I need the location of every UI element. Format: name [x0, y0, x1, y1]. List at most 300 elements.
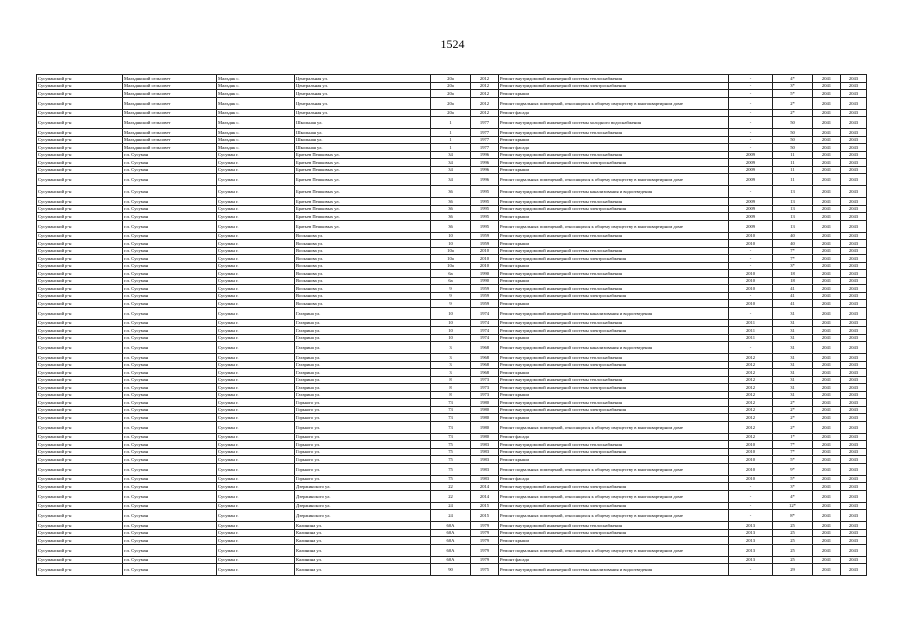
cell-street: Горького ул. [295, 441, 431, 449]
cell-work-type: Ремонт внутридомовой инженерной системы теплоснабжения [499, 354, 729, 362]
cell-plan-end-year: 2043 [841, 255, 867, 263]
cell-district: Сусуманский р-н [37, 406, 123, 414]
cell-settlement: г.п. Сусуман [123, 354, 217, 362]
cell-wear-percent: 25 [773, 522, 813, 530]
cell-last-repair-year: 2009 [729, 159, 773, 167]
cell-plan-start-year: 2041 [813, 456, 841, 464]
cell-house-number: 10а [431, 255, 471, 263]
cell-district: Сусуманский р-н [37, 361, 123, 369]
cell-street: Братьев Пешковых ул. [295, 220, 431, 232]
cell-wear-percent: 31 [773, 361, 813, 369]
cell-work-type: Ремонт внутридомовой инженерной системы электроснабжения [499, 483, 729, 491]
cell-district: Сусуманский р-н [37, 292, 123, 300]
cell-house-number: 90 [431, 564, 471, 576]
cell-plan-start-year: 2041 [813, 285, 841, 293]
cell-plan-start-year: 2041 [813, 82, 841, 90]
cell-house-number: 75 [431, 475, 471, 483]
table-row [37, 544, 867, 556]
cell-locality: Сусуман г. [217, 270, 295, 278]
cell-work-type: Ремонт крыши [499, 136, 729, 144]
table-row [37, 186, 867, 198]
cell-locality: Мальдяк с. [217, 136, 295, 144]
cell-district: Сусуманский р-н [37, 151, 123, 159]
cell-house-number: 10а [431, 247, 471, 255]
cell-plan-end-year: 2043 [841, 109, 867, 117]
cell-wear-percent: 5* [773, 90, 813, 98]
table-row [37, 82, 867, 90]
table-row [37, 270, 867, 278]
cell-street: Школьная ул. [295, 144, 431, 152]
cell-house-number: 34 [431, 174, 471, 186]
cell-settlement: г.п. Сусуман [123, 292, 217, 300]
cell-last-repair-year: 2012 [729, 433, 773, 441]
table-row [37, 151, 867, 159]
cell-last-repair-year: 2012 [729, 361, 773, 369]
cell-street: Центральная ул. [295, 90, 431, 98]
cell-year-built: 1983 [471, 475, 499, 483]
cell-plan-start-year: 2041 [813, 406, 841, 414]
cell-locality: Сусуман г. [217, 421, 295, 433]
cell-year-built: 1995 [471, 205, 499, 213]
cell-locality: Сусуман г. [217, 174, 295, 186]
cell-settlement: г.п. Сусуман [123, 166, 217, 174]
cell-district: Сусуманский р-н [37, 564, 123, 576]
table-row [37, 537, 867, 545]
cell-work-type: Ремонт внутридомовой инженерной системы электроснабжения [499, 361, 729, 369]
cell-wear-percent: 18 [773, 277, 813, 285]
cell-plan-end-year: 2043 [841, 270, 867, 278]
cell-year-built: 1968 [471, 369, 499, 377]
cell-plan-end-year: 2043 [841, 414, 867, 422]
table-row [37, 247, 867, 255]
table-row [37, 369, 867, 377]
cell-district: Сусуманский р-н [37, 319, 123, 327]
cell-settlement: г.п. Сусуман [123, 159, 217, 167]
cell-wear-percent: 3* [773, 262, 813, 270]
cell-last-repair-year: 2009 [729, 198, 773, 206]
cell-locality: Сусуман г. [217, 342, 295, 354]
cell-plan-end-year: 2043 [841, 82, 867, 90]
cell-district: Сусуманский р-н [37, 456, 123, 464]
cell-house-number: 3 [431, 342, 471, 354]
cell-wear-percent: 11 [773, 166, 813, 174]
cell-work-type: Ремонт крыши [499, 414, 729, 422]
cell-last-repair-year: 2012 [729, 414, 773, 422]
cell-street: Калинина ул. [295, 544, 431, 556]
cell-year-built: 2015 [471, 502, 499, 510]
cell-plan-end-year: 2043 [841, 129, 867, 137]
cell-street: Гагарина ул. [295, 319, 431, 327]
cell-district: Сусуманский р-н [37, 510, 123, 522]
cell-work-type: Ремонт фасада [499, 144, 729, 152]
cell-plan-start-year: 2041 [813, 136, 841, 144]
cell-settlement: г.п. Сусуман [123, 213, 217, 221]
cell-plan-start-year: 2041 [813, 213, 841, 221]
cell-wear-percent: 50 [773, 144, 813, 152]
cell-work-type: Ремонт подвальных помещений, относящихся к общему имуществу в многоквартирном доме [499, 544, 729, 556]
table-row [37, 292, 867, 300]
cell-last-repair-year: 2011 [729, 334, 773, 342]
cell-year-built: 1980 [471, 406, 499, 414]
cell-wear-percent: 25 [773, 556, 813, 564]
cell-house-number: 9 [431, 300, 471, 308]
cell-plan-end-year: 2043 [841, 475, 867, 483]
table-row [37, 483, 867, 491]
cell-work-type: Ремонт подвальных помещений, относящихся к общему имуществу в многоквартирном доме [499, 463, 729, 475]
cell-street: Горького ул. [295, 448, 431, 456]
cell-wear-percent: 13 [773, 186, 813, 198]
cell-locality: Мальдяк с. [217, 109, 295, 117]
table-row [37, 327, 867, 335]
cell-plan-end-year: 2043 [841, 117, 867, 129]
cell-plan-end-year: 2043 [841, 300, 867, 308]
cell-wear-percent: 2* [773, 414, 813, 422]
cell-street: Восканова ул. [295, 285, 431, 293]
cell-settlement: г.п. Сусуман [123, 544, 217, 556]
cell-last-repair-year: - [729, 510, 773, 522]
cell-plan-end-year: 2043 [841, 564, 867, 576]
cell-year-built: 1973 [471, 376, 499, 384]
table-row [37, 502, 867, 510]
table-row [37, 205, 867, 213]
cell-work-type: Ремонт крыши [499, 262, 729, 270]
cell-wear-percent: 4* [773, 490, 813, 502]
cell-settlement: г.п. Сусуман [123, 537, 217, 545]
cell-plan-end-year: 2043 [841, 510, 867, 522]
cell-settlement: г.п. Сусуман [123, 270, 217, 278]
cell-work-type: Ремонт внутридомовой инженерной системы теплоснабжения [499, 285, 729, 293]
cell-plan-end-year: 2043 [841, 391, 867, 399]
table-row [37, 556, 867, 564]
cell-locality: Сусуман г. [217, 240, 295, 248]
cell-plan-end-year: 2043 [841, 136, 867, 144]
cell-street: Братьев Пешковых ул. [295, 186, 431, 198]
cell-street: Восканова ул. [295, 232, 431, 240]
cell-house-number: 36 [431, 220, 471, 232]
table-row [37, 448, 867, 456]
cell-work-type: Ремонт внутридомовой инженерной системы электроснабжения [499, 502, 729, 510]
cell-settlement: г.п. Сусуман [123, 456, 217, 464]
table-row [37, 255, 867, 263]
cell-work-type: Ремонт крыши [499, 537, 729, 545]
cell-plan-end-year: 2043 [841, 483, 867, 491]
cell-wear-percent: 5* [773, 456, 813, 464]
cell-settlement: Мальдякский сельсовет [123, 75, 217, 83]
cell-street: Калинина ул. [295, 537, 431, 545]
cell-settlement: г.п. Сусуман [123, 255, 217, 263]
cell-locality: Сусуман г. [217, 166, 295, 174]
cell-plan-start-year: 2041 [813, 448, 841, 456]
cell-street: Дзержинского ул. [295, 483, 431, 491]
cell-locality: Сусуман г. [217, 376, 295, 384]
cell-work-type: Ремонт внутридомовой инженерной системы канализования и водоотведения [499, 342, 729, 354]
cell-district: Сусуманский р-н [37, 441, 123, 449]
cell-street: Калинина ул. [295, 564, 431, 576]
capital-repair-table [36, 74, 867, 576]
cell-work-type: Ремонт внутридомовой инженерной системы холодного водоснабжения [499, 117, 729, 129]
cell-settlement: г.п. Сусуман [123, 399, 217, 407]
cell-wear-percent: 41 [773, 285, 813, 293]
cell-year-built: 1980 [471, 414, 499, 422]
cell-settlement: г.п. Сусуман [123, 232, 217, 240]
cell-street: Горького ул. [295, 456, 431, 464]
cell-house-number: 60А [431, 537, 471, 545]
cell-wear-percent: 2* [773, 421, 813, 433]
table-row [37, 414, 867, 422]
cell-settlement: г.п. Сусуман [123, 433, 217, 441]
cell-wear-percent: 31 [773, 376, 813, 384]
cell-district: Сусуманский р-н [37, 220, 123, 232]
cell-wear-percent: 9* [773, 463, 813, 475]
cell-work-type: Ремонт фасада [499, 433, 729, 441]
cell-last-repair-year: - [729, 97, 773, 109]
cell-last-repair-year: 2009 [729, 151, 773, 159]
cell-street: Центральная ул. [295, 109, 431, 117]
cell-locality: Сусуман г. [217, 159, 295, 167]
cell-plan-end-year: 2043 [841, 522, 867, 530]
cell-locality: Мальдяк с. [217, 144, 295, 152]
cell-street: Восканова ул. [295, 240, 431, 248]
cell-locality: Сусуман г. [217, 448, 295, 456]
cell-last-repair-year: - [729, 247, 773, 255]
table-row [37, 75, 867, 83]
cell-wear-percent: 31 [773, 307, 813, 319]
cell-plan-end-year: 2043 [841, 151, 867, 159]
cell-house-number: 10 [431, 232, 471, 240]
cell-house-number: 1 [431, 136, 471, 144]
cell-house-number: 3 [431, 354, 471, 362]
cell-house-number: 10 [431, 319, 471, 327]
cell-plan-start-year: 2041 [813, 220, 841, 232]
table-row [37, 90, 867, 98]
cell-work-type: Ремонт внутридомовой инженерной системы теплоснабжения [499, 232, 729, 240]
cell-plan-end-year: 2043 [841, 421, 867, 433]
cell-plan-start-year: 2041 [813, 342, 841, 354]
cell-settlement: Мальдякский сельсовет [123, 117, 217, 129]
cell-year-built: 2010 [471, 255, 499, 263]
cell-wear-percent: 31 [773, 327, 813, 335]
cell-year-built: 2014 [471, 483, 499, 491]
cell-work-type: Ремонт внутридомовой инженерной системы теплоснабжения [499, 151, 729, 159]
cell-last-repair-year: - [729, 82, 773, 90]
cell-plan-end-year: 2043 [841, 166, 867, 174]
cell-work-type: Ремонт внутридомовой инженерной системы теплоснабжения [499, 198, 729, 206]
cell-wear-percent: 29 [773, 564, 813, 576]
cell-house-number: 3 [431, 361, 471, 369]
cell-wear-percent: 7* [773, 247, 813, 255]
cell-district: Сусуманский р-н [37, 421, 123, 433]
cell-year-built: 2012 [471, 82, 499, 90]
cell-street: Калинина ул. [295, 556, 431, 564]
cell-locality: Сусуман г. [217, 456, 295, 464]
cell-settlement: Мальдякский сельсовет [123, 109, 217, 117]
cell-last-repair-year: - [729, 109, 773, 117]
cell-plan-end-year: 2043 [841, 186, 867, 198]
cell-wear-percent: 2* [773, 97, 813, 109]
cell-locality: Сусуман г. [217, 441, 295, 449]
cell-locality: Сусуман г. [217, 247, 295, 255]
cell-house-number: 73 [431, 399, 471, 407]
table-row [37, 174, 867, 186]
cell-plan-start-year: 2041 [813, 399, 841, 407]
cell-district: Сусуманский р-н [37, 82, 123, 90]
cell-year-built: 1977 [471, 136, 499, 144]
cell-year-built: 1995 [471, 213, 499, 221]
cell-district: Сусуманский р-н [37, 433, 123, 441]
cell-locality: Мальдяк с. [217, 82, 295, 90]
cell-district: Сусуманский р-н [37, 463, 123, 475]
cell-year-built: 1973 [471, 391, 499, 399]
cell-plan-start-year: 2041 [813, 391, 841, 399]
cell-plan-start-year: 2041 [813, 376, 841, 384]
cell-settlement: г.п. Сусуман [123, 198, 217, 206]
cell-wear-percent: 40 [773, 232, 813, 240]
table-row [37, 433, 867, 441]
cell-locality: Сусуман г. [217, 292, 295, 300]
cell-plan-start-year: 2041 [813, 354, 841, 362]
cell-work-type: Ремонт внутридомовой инженерной системы канализования и водоотведения [499, 564, 729, 576]
cell-year-built: 1995 [471, 198, 499, 206]
cell-street: Гагарина ул. [295, 384, 431, 392]
cell-house-number: 20а [431, 82, 471, 90]
cell-street: Школьная ул. [295, 129, 431, 137]
cell-wear-percent: 50 [773, 136, 813, 144]
table-row [37, 262, 867, 270]
cell-plan-start-year: 2041 [813, 334, 841, 342]
cell-house-number: 36 [431, 198, 471, 206]
cell-locality: Мальдяк с. [217, 90, 295, 98]
cell-district: Сусуманский р-н [37, 97, 123, 109]
cell-wear-percent: 31 [773, 334, 813, 342]
cell-district: Сусуманский р-н [37, 529, 123, 537]
cell-work-type: Ремонт подвальных помещений, относящихся к общему имуществу в многоквартирном доме [499, 421, 729, 433]
cell-street: Горького ул. [295, 406, 431, 414]
cell-settlement: г.п. Сусуман [123, 406, 217, 414]
cell-work-type: Ремонт крыши [499, 90, 729, 98]
page-number: 1524 [440, 37, 465, 51]
cell-house-number: 73 [431, 421, 471, 433]
cell-district: Сусуманский р-н [37, 186, 123, 198]
table-row [37, 529, 867, 537]
cell-street: Гагарина ул. [295, 376, 431, 384]
cell-last-repair-year: 2010 [729, 277, 773, 285]
cell-house-number: 73 [431, 414, 471, 422]
cell-street: Центральная ул. [295, 97, 431, 109]
cell-street: Школьная ул. [295, 117, 431, 129]
cell-wear-percent: 11 [773, 151, 813, 159]
cell-wear-percent: 50 [773, 117, 813, 129]
cell-work-type: Ремонт внутридомовой инженерной системы канализования и водоотведения [499, 186, 729, 198]
cell-plan-start-year: 2041 [813, 307, 841, 319]
table-row [37, 406, 867, 414]
cell-street: Братьев Пешковых ул. [295, 151, 431, 159]
cell-locality: Сусуман г. [217, 277, 295, 285]
cell-plan-end-year: 2043 [841, 463, 867, 475]
cell-year-built: 1974 [471, 327, 499, 335]
cell-plan-start-year: 2041 [813, 475, 841, 483]
cell-plan-end-year: 2043 [841, 369, 867, 377]
cell-year-built: 1974 [471, 319, 499, 327]
cell-year-built: 1979 [471, 537, 499, 545]
cell-settlement: г.п. Сусуман [123, 247, 217, 255]
cell-street: Калинина ул. [295, 522, 431, 530]
cell-house-number: 24 [431, 510, 471, 522]
cell-last-repair-year: 2009 [729, 220, 773, 232]
cell-locality: Сусуман г. [217, 483, 295, 491]
cell-year-built: 1996 [471, 166, 499, 174]
cell-house-number: 20а [431, 109, 471, 117]
cell-work-type: Ремонт крыши [499, 369, 729, 377]
cell-wear-percent: 31 [773, 369, 813, 377]
cell-plan-end-year: 2043 [841, 213, 867, 221]
cell-locality: Сусуман г. [217, 369, 295, 377]
cell-district: Сусуманский р-н [37, 109, 123, 117]
cell-district: Сусуманский р-н [37, 399, 123, 407]
cell-settlement: г.п. Сусуман [123, 342, 217, 354]
cell-year-built: 1983 [471, 441, 499, 449]
cell-settlement: г.п. Сусуман [123, 490, 217, 502]
cell-work-type: Ремонт подвальных помещений, относящихся к общему имуществу в многоквартирном доме [499, 174, 729, 186]
cell-locality: Сусуман г. [217, 537, 295, 545]
cell-plan-start-year: 2041 [813, 75, 841, 83]
cell-plan-start-year: 2041 [813, 109, 841, 117]
cell-house-number: 73 [431, 406, 471, 414]
cell-house-number: 34 [431, 166, 471, 174]
table-row [37, 376, 867, 384]
cell-district: Сусуманский р-н [37, 262, 123, 270]
cell-plan-end-year: 2043 [841, 342, 867, 354]
cell-house-number: 60А [431, 556, 471, 564]
cell-settlement: г.п. Сусуман [123, 327, 217, 335]
cell-work-type: Ремонт внутридомовой инженерной системы теплоснабжения [499, 270, 729, 278]
cell-plan-end-year: 2043 [841, 220, 867, 232]
cell-street: Дзержинского ул. [295, 510, 431, 522]
cell-street: Восканова ул. [295, 247, 431, 255]
cell-house-number: 22 [431, 490, 471, 502]
cell-district: Сусуманский р-н [37, 556, 123, 564]
cell-plan-end-year: 2043 [841, 292, 867, 300]
cell-work-type: Ремонт внутридомовой инженерной системы теплоснабжения [499, 399, 729, 407]
cell-street: Горького ул. [295, 399, 431, 407]
cell-district: Сусуманский р-н [37, 213, 123, 221]
cell-last-repair-year: - [729, 342, 773, 354]
cell-last-repair-year: 2010 [729, 475, 773, 483]
cell-house-number: 9 [431, 285, 471, 293]
cell-work-type: Ремонт крыши [499, 166, 729, 174]
cell-house-number: 1 [431, 117, 471, 129]
cell-plan-start-year: 2041 [813, 277, 841, 285]
cell-year-built: 1975 [471, 564, 499, 576]
cell-house-number: 75 [431, 456, 471, 464]
cell-locality: Сусуман г. [217, 151, 295, 159]
table-row [37, 285, 867, 293]
cell-plan-start-year: 2041 [813, 159, 841, 167]
cell-last-repair-year: - [729, 292, 773, 300]
cell-year-built: 1980 [471, 433, 499, 441]
cell-street: Горького ул. [295, 414, 431, 422]
cell-settlement: г.п. Сусуман [123, 522, 217, 530]
cell-wear-percent: 25 [773, 529, 813, 537]
cell-house-number: 34 [431, 151, 471, 159]
cell-house-number: 24 [431, 502, 471, 510]
cell-locality: Сусуман г. [217, 399, 295, 407]
cell-locality: Сусуман г. [217, 406, 295, 414]
cell-last-repair-year: - [729, 136, 773, 144]
cell-wear-percent: 50 [773, 129, 813, 137]
cell-last-repair-year: 2010 [729, 240, 773, 248]
cell-work-type: Ремонт внутридомовой инженерной системы электроснабжения [499, 159, 729, 167]
cell-plan-start-year: 2041 [813, 129, 841, 137]
